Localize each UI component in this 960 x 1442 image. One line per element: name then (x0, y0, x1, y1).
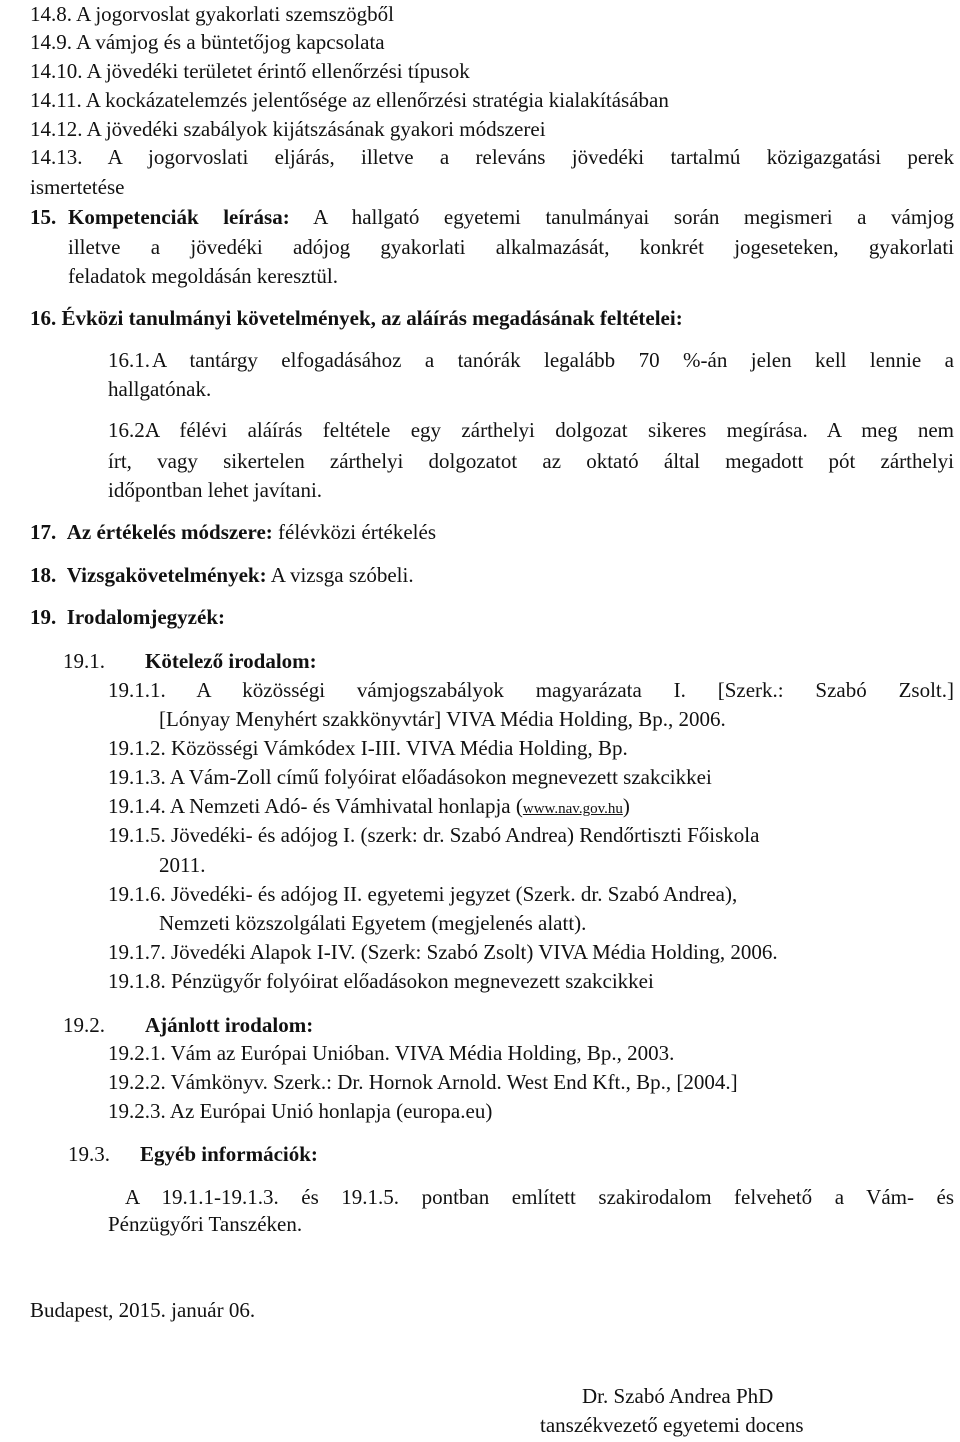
section-18-number: 18. (30, 563, 57, 587)
item-16-2-number: 16.2. (108, 418, 150, 442)
item-16-2-line1: A félévi aláírás feltétele egy zárthelyi dolgozat sikeres megírása. A meg nem (145, 418, 954, 442)
section-15-line3: feladatok megoldásán keresztül. (68, 264, 338, 288)
section-18 (30, 561, 414, 589)
signer-title: tanszékvezető egyetemi docens (540, 1413, 804, 1437)
section-18-label: Vizsgakövetelmények: (66, 563, 267, 587)
ref-19-2-2: 19.2.2. Vámkönyv. Szerk.: Dr. Hornok Arnold. West End Kft., Bp., [2004.] (108, 1070, 738, 1094)
item-19-2-number: 19.2. (63, 1013, 105, 1037)
item-19-2-label: Ajánlott irodalom: (145, 1013, 314, 1037)
item-16-2-line2: írt, vagy sikertelen zárthelyi dolgozatot az oktató által megadott pót zárthelyi (108, 449, 954, 473)
list-item-14-9: 14.9. A vámjog és a büntetőjog kapcsolata (30, 30, 385, 54)
ref-19-1-6-line1: 19.1.6. Jövedéki- és adójog II. egyetemi jegyzet (Szerk. dr. Szabó Andrea), (108, 882, 738, 906)
section-19-label: Irodalomjegyzék: (66, 605, 225, 629)
list-item-14-10: 14.10. A jövedéki területet érintő ellenőrzési típusok (30, 59, 470, 83)
item-19-3-label: Egyéb információk: (140, 1142, 318, 1166)
section-17-label: Az értékelés módszere: (66, 520, 273, 544)
ref-19-1-8: 19.1.8. Pénzügyőr folyóirat előadásokon megnevezett szakcikkei (108, 969, 654, 993)
ref-19-1-4-text: 19.1.4. A Nemzeti Adó- és Vámhivatal honlapja ( (108, 794, 523, 818)
place-date: Budapest, 2015. január 06. (30, 1298, 256, 1322)
ref-19-1-2: 19.1.2. Közösségi Vámkódex I-III. VIVA Média Holding, Bp. (108, 736, 628, 760)
ref-19-1-5-line2: 2011. (159, 853, 206, 877)
ref-19-1-4 (108, 792, 630, 823)
section-17-value: félévközi értékelés (278, 520, 437, 544)
item-19-1-label: Kötelező irodalom: (145, 649, 317, 673)
section-18-value: A vizsga szóbeli. (270, 563, 414, 587)
section-15-line1 (68, 202, 954, 232)
section-16-heading: 16. Évközi tanulmányi követelmények, az aláírás megadásának feltételei: (30, 306, 683, 330)
ref-19-1-7: 19.1.7. Jövedéki Alapok I-IV. (Szerk: Szabó Zsolt) VIVA Média Holding, 2006. (108, 940, 778, 964)
list-item-14-13-line1: 14.13. A jogorvoslati eljárás, illetve a releváns jövedéki tartalmú közigazgatási perek (30, 145, 954, 169)
section-19-number: 19. (30, 605, 57, 629)
ref-19-1-6-line2: Nemzeti közszolgálati Egyetem (megjelenés alatt). (159, 911, 587, 935)
signer-name: Dr. Szabó Andrea PhD (582, 1384, 774, 1408)
section-17-number: 17. (30, 520, 57, 544)
section-15-text1: A hallgató egyetemi tanulmányai során megismeri a vámjog (313, 205, 954, 229)
section-19-heading (30, 603, 225, 631)
ref-19-2-1: 19.2.1. Vám az Európai Unióban. VIVA Média Holding, Bp., 2003. (108, 1041, 675, 1065)
item-16-2-line3: időpontban lehet javítani. (108, 478, 323, 502)
ref-19-2-3: 19.2.3. Az Európai Unió honlapja (europa.eu) (108, 1099, 493, 1123)
other-info-line1: A 19.1.1-19.1.3. és 19.1.5. pontban említett szakirodalom felvehető a Vám- és (125, 1185, 954, 1209)
item-16-1-line2: hallgatónak. (108, 377, 212, 401)
section-17 (30, 518, 436, 546)
item-16-1-line1: A tantárgy elfogadásához a tanórák legalább 70 %-án jelen kell lennie a (152, 348, 954, 372)
section-15-number: 15. (30, 205, 57, 229)
list-item-14-11: 14.11. A kockázatelemzés jelentősége az ellenőrzési stratégia kialakításában (30, 88, 669, 112)
other-info-line2: Pénzügyőri Tanszéken. (108, 1212, 303, 1236)
ref-19-1-4-link[interactable]: www.nav.gov.hu (522, 801, 623, 817)
item-16-1-number: 16.1. (108, 348, 150, 372)
ref-19-1-5-line1: 19.1.5. Jövedéki- és adójog I. (szerk: dr. Szabó Andrea) Rendőrtiszti Főiskola (108, 823, 760, 847)
list-item-14-8: 14.8. A jogorvoslat gyakorlati szemszögből (30, 2, 394, 26)
ref-19-1-1-line1: 19.1.1. A közösségi vámjogszabályok magyarázata I. [Szerk.: Szabó Zsolt.] (108, 678, 954, 702)
list-item-14-12: 14.12. A jövedéki szabályok kijátszásának gyakori módszerei (30, 117, 546, 141)
list-item-14-13-line2: ismertetése (30, 175, 125, 199)
ref-19-1-3: 19.1.3. A Vám-Zoll című folyóirat előadásokon megnevezett szakcikkei (108, 765, 712, 789)
item-19-3-number: 19.3. (68, 1142, 110, 1166)
section-15-line2: illetve a jövedéki adójog gyakorlati alkalmazását, konkrét jogeseteken, gyakorlati (68, 235, 954, 259)
ref-19-1-1-line2: [Lónyay Menyhért szakkönyvtár] VIVA Média Holding, Bp., 2006. (159, 707, 726, 731)
item-19-1-number: 19.1. (63, 649, 105, 673)
ref-19-1-4-close: ) (622, 794, 630, 818)
section-15-label: Kompetenciák leírása: (68, 205, 290, 229)
